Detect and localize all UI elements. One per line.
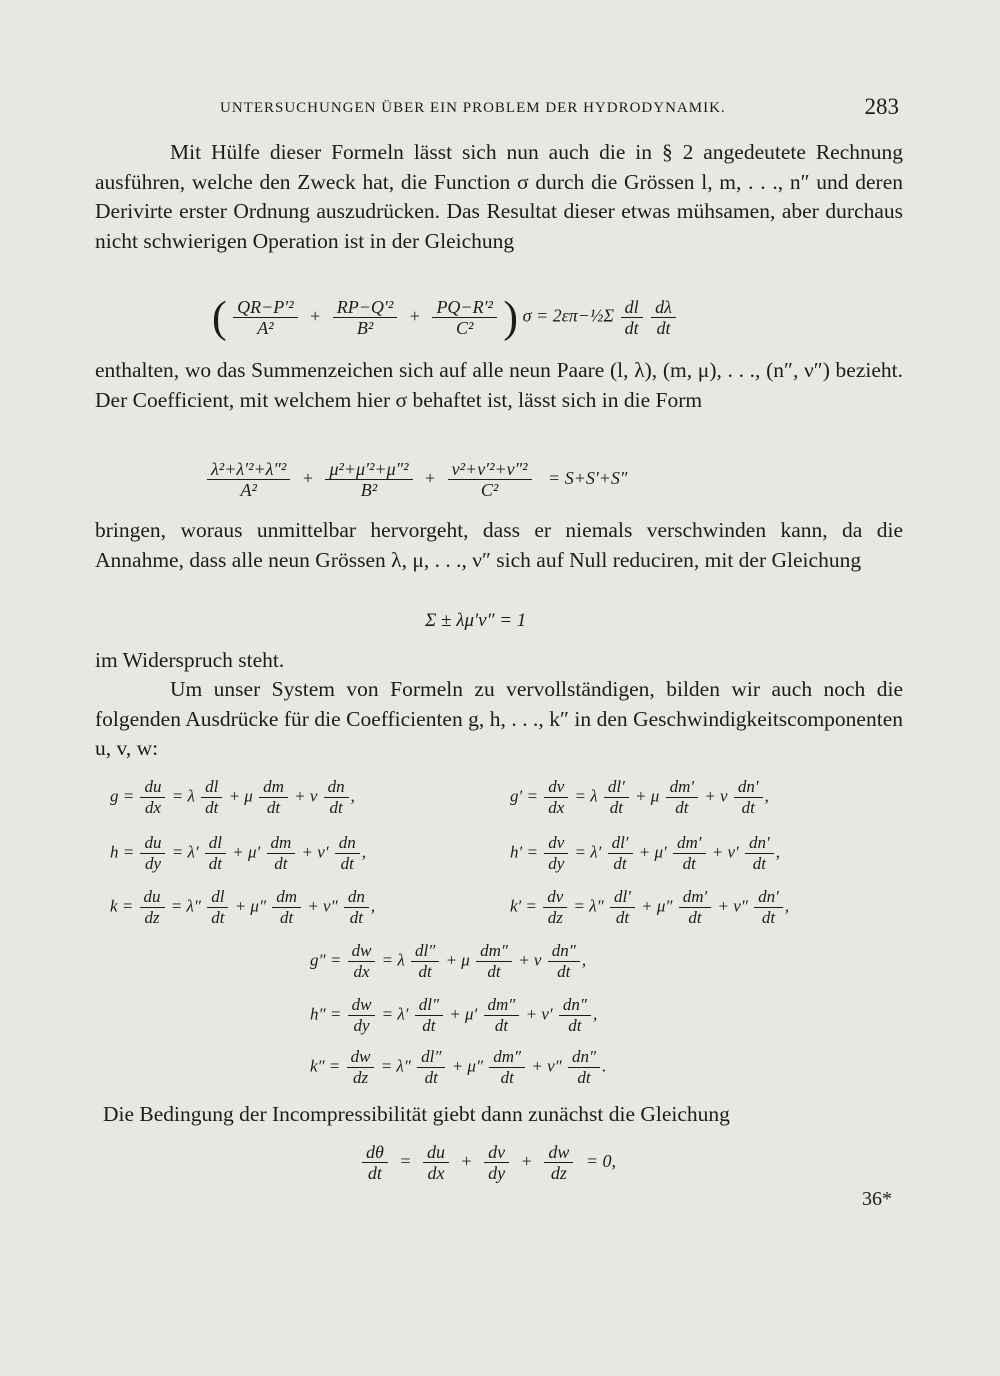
equation-k-prime: k′ = $\frac{dv}{dz}$ = λ″ $\frac{dl'}{dt}$ + μ″ $\frac{dm'}{dt}$ + ν″ $\frac{dn'}{dt}$ , — [510, 887, 790, 927]
equation-h-double-prime: h″ = $\frac{dw}{dy}$ = λ′ $\frac{dl''}{dt}$ + μ′ $\frac{dm''}{dt}$ + ν′ $\frac{dn''}{dt}$ , — [310, 995, 598, 1035]
equation-coefficient-form: $\frac{\text{λ²+λ′²+λ″²}}{\text{A²}}$ + $\frac{\text{μ²+μ′²+μ″²}}{\text{B²}}$ + $\frac{\text{ν²+ν′²+ν″²}}{\text{C²}}$ = S+S′+S″ — [205, 460, 627, 499]
equation-k-double-prime: k″ = $\frac{dw}{dz}$ = λ″ $\frac{dl''}{dt}$ + μ″ $\frac{dm''}{dt}$ + ν″ $\frac{dn''}{dt}$ . — [310, 1047, 607, 1087]
running-title: UNTERSUCHUNGEN ÜBER EIN PROBLEM DER HYDRODYNAMIK. — [220, 100, 726, 116]
equation-g: g = $\frac{du}{dx}$ = λ $\frac{dl}{dt}$ + μ $\frac{dm}{dt}$ + ν $\frac{dn}{dt}$ , — [110, 777, 355, 817]
page-number: 283 — [864, 94, 899, 119]
running-header — [95, 94, 903, 124]
velocity-coefficient-equations — [110, 778, 900, 1098]
paragraph-2: enthalten, wo das Summenzeichen sich auf alle neun Paare (l, λ), (m, μ), . . ., (n″, ν″) bezieht. Der Coefficient, mit welchem hier σ behaftet ist, lässt sich in die Form — [95, 358, 903, 412]
paragraph-1: Mit Hülfe dieser Formeln lässt sich nun auch die in § 2 angedeutete Rechnung ausführen, welche den Zweck hat, die Function σ durch die Grössen l, m, . . ., n″ und deren Derivirte erster Ordnung auszudrücken. Das Resultat dieser etwas mühsamen, aber durchaus nicht schwierigen Operation ist in der Gleichung — [95, 140, 903, 253]
signature-mark: 36* — [862, 1188, 892, 1210]
equation-k: k = $\frac{du}{dz}$ = λ″ $\frac{dl}{dt}$ + μ″ $\frac{dm}{dt}$ + ν″ $\frac{dn}{dt}$ , — [110, 887, 376, 927]
equation-h: h = $\frac{du}{dy}$ = λ′ $\frac{dl}{dt}$ + μ′ $\frac{dm}{dt}$ + ν′ $\frac{dn}{dt}$ , — [110, 833, 367, 873]
paragraph-4: im Widerspruch steht. — [95, 648, 285, 672]
paragraph-5: Um unser System von Formeln zu vervollständigen, bilden wir auch noch die folgenden Ausdrücke für die Coefficienten g, h, . . ., k″ in den Geschwindigkeitscomponenten u, v, w: — [95, 677, 903, 761]
paragraph-6: Die Bedingung der Incompressibilität giebt dann zunächst die Gleichung — [103, 1102, 730, 1126]
equation-sigma: ( $\frac{\text{QR−P′²}}{\text{A²}}$ + $\frac{\text{RP−Q′²}}{\text{B²}}$ + $\frac{\text{PQ−R′²}}{\text{C²}}$ ) σ = 2επ−½Σ $\frac{dl}{dt}$ $\frac{d\lambda}{dt}$ — [212, 298, 678, 337]
equation-h-prime: h′ = $\frac{dv}{dy}$ = λ′ $\frac{dl'}{dt}$ + μ′ $\frac{dm'}{dt}$ + ν′ $\frac{dn'}{dt}$ , — [510, 833, 780, 873]
equation-determinant: Σ ± λμ′ν″ = 1 — [425, 610, 527, 631]
paragraph-3: bringen, woraus unmittelbar hervorgeht, dass er niemals verschwinden kann, da die Annahme, dass alle neun Grössen λ, μ, . . ., ν″ sich auf Null reduciren, mit der Gleichung — [95, 518, 903, 572]
equation-incompressibility: $\frac{d\theta}{dt}$ = $\frac{du}{dx}$ + $\frac{dv}{dy}$ + $\frac{dw}{dz}$ = 0, — [360, 1143, 616, 1182]
equation-g-double-prime: g″ = $\frac{dw}{dx}$ = λ $\frac{dl''}{dt}$ + μ $\frac{dm''}{dt}$ + ν $\frac{dn''}{dt}$ , — [310, 941, 587, 981]
equation-g-prime: g′ = $\frac{dv}{dx}$ = λ $\frac{dl'}{dt}$ + μ $\frac{dm'}{dt}$ + ν $\frac{dn'}{dt}$ , — [510, 777, 769, 817]
